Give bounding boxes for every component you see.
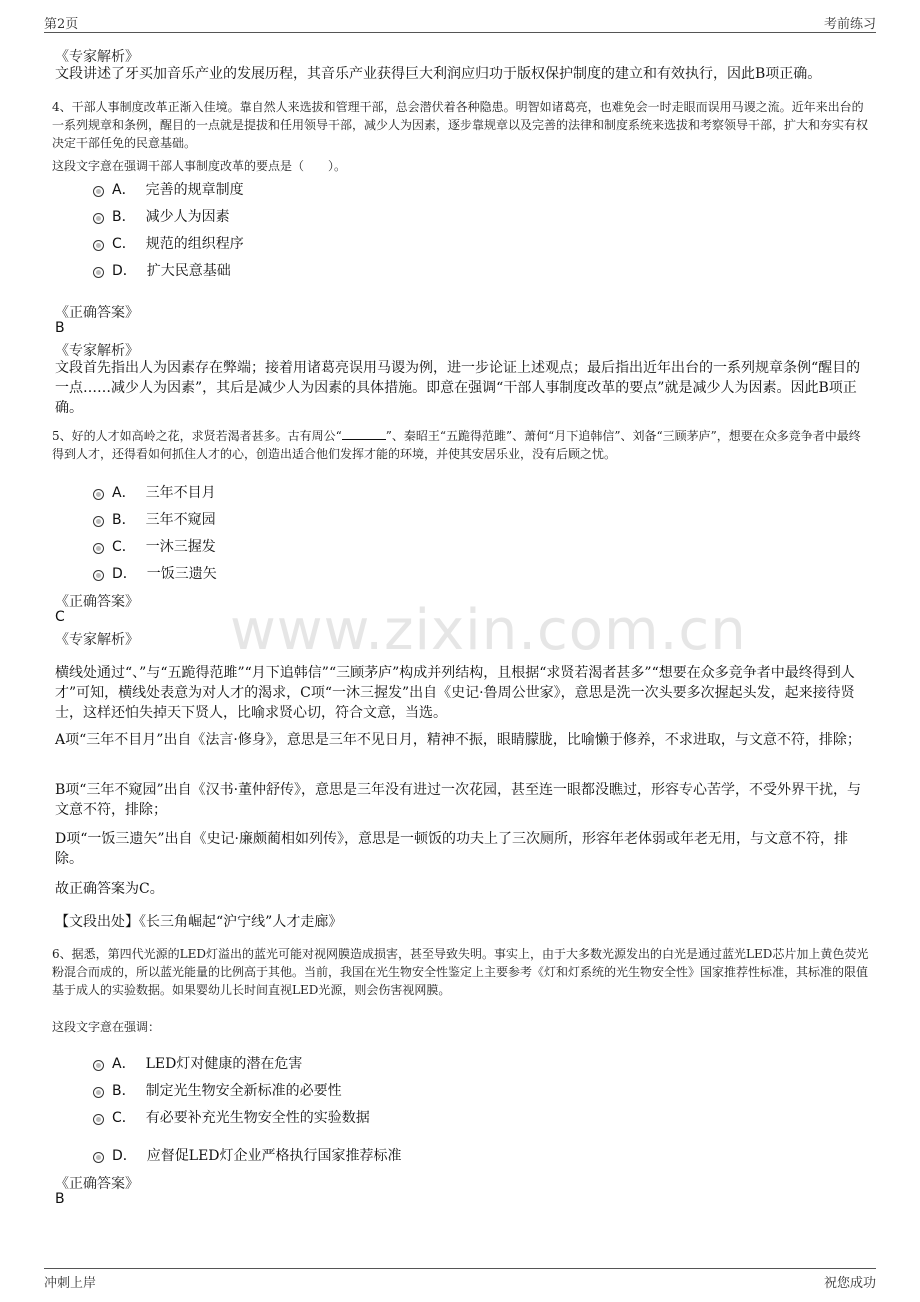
radio-icon[interactable] bbox=[93, 489, 104, 500]
q4-answer: B bbox=[55, 320, 65, 336]
watermark: www.zixin.com.cn bbox=[230, 598, 747, 663]
q5-analysis-a: A项“三年不目月”出自《法言·修身》，意思是三年不见日月，精神不振，眼睛朦胧，比喻懒于修养，不求进取，与文意不符，排除； bbox=[55, 732, 861, 748]
page-header bbox=[44, 10, 876, 33]
radio-icon[interactable] bbox=[93, 1060, 104, 1071]
q4-analysis: 文段首先指出人为因素存在弊端；接着用诸葛亮误用马谡为例，进一步论证上述观点；最后指出近年出台的一系列规章条例“醒目的一点……减少人为因素”，其后是减少人为因素的具体措施。即意在强调“干部人事制度改革的要点”就是减少人为因素。因此B项正确。 bbox=[55, 360, 861, 416]
q5-answer: C bbox=[55, 609, 65, 625]
q4-option-b[interactable]: B． 减少人为因素 bbox=[93, 206, 230, 226]
radio-icon[interactable] bbox=[93, 1087, 104, 1098]
page-footer bbox=[44, 1268, 876, 1294]
q5-text: 5、好的人才如高岭之花，求贤若渴者甚多。古有周公“ ”、秦昭王“五跪得范雎”、萧何“月下追韩信”、刘备“三顾茅庐”，想要在众多竞争者中最终得到人才，还得看如何抓住人才的心，创造出适合他们发挥才能的环境，并使其安居乐业，没有后顾之忧。 bbox=[52, 429, 861, 461]
header-title: 考前练习 bbox=[823, 17, 876, 32]
answer-label: 《正确答案》 bbox=[55, 305, 139, 321]
q6-option-a[interactable]: A． LED灯对健康的潜在危害 bbox=[93, 1053, 302, 1073]
q5-analysis-d: D项“一饭三遗矢”出自《史记·廉颇蔺相如列传》，意思是一顿饭的功夫上了三次厕所，形容年老体弱或年老无用，与文意不符，排除。 bbox=[55, 831, 848, 867]
answer-label: 《正确答案》 bbox=[55, 594, 139, 610]
q5-option-a[interactable]: A． 三年不目月 bbox=[93, 482, 216, 502]
footer-right: 祝您成功 bbox=[823, 1276, 876, 1291]
q5-source: 【文段出处】《长三角崛起“沪宁线”人才走廊》 bbox=[55, 914, 343, 930]
q4-option-c[interactable]: C． 规范的组织程序 bbox=[93, 233, 244, 253]
radio-icon[interactable] bbox=[93, 186, 104, 197]
q5-analysis-b: B项“三年不窥园”出自《汉书·董仲舒传》，意思是三年没有进过一次花园，甚至连一眼都没瞧过，形容专心苦学，不受外界干扰，与文意不符，排除； bbox=[55, 782, 862, 818]
analysis-label: 《专家解析》 bbox=[55, 632, 139, 648]
radio-icon[interactable] bbox=[93, 543, 104, 554]
radio-icon[interactable] bbox=[93, 1114, 104, 1125]
radio-icon[interactable] bbox=[93, 213, 104, 224]
q5-option-c[interactable]: C． 一沐三握发 bbox=[93, 536, 216, 556]
footer-left: 冲刺上岸 bbox=[44, 1276, 97, 1291]
q5-option-b[interactable]: B． 三年不窥园 bbox=[93, 509, 216, 529]
radio-icon[interactable] bbox=[93, 570, 104, 581]
q6-text: 6、据悉，第四代光源的LED灯溢出的蓝光可能对视网膜造成损害，甚至导致失明。事实上，由于大多数光源发出的白光是通过蓝光LED芯片加上黄色荧光粉混合而成的，所以蓝光能量的比例高于其他。当前，我国在光生物安全性鉴定上主要参考《灯和灯系统的光生物安全性》国家推荐性标准，其标准的限值基于成人的实验数据。如果婴幼儿长时间直视LED光源，则会伤害视网膜。 bbox=[52, 947, 869, 997]
radio-icon[interactable] bbox=[93, 267, 104, 278]
q4-option-d[interactable]: D． 扩大民意基础 bbox=[93, 260, 231, 280]
q5-option-d[interactable]: D． 一饭三遗矢 bbox=[93, 563, 217, 583]
answer-label: 《正确答案》 bbox=[55, 1176, 139, 1192]
analysis-label: 《专家解析》 bbox=[55, 343, 139, 359]
q6-stem: 这段文字意在强调： bbox=[52, 1020, 161, 1034]
radio-icon[interactable] bbox=[93, 1152, 104, 1163]
q5-analysis-main: 横线处通过“、”与“五跪得范雎”“月下追韩信”“三顾茅庐”构成并列结构，且根据“求贤若渴者甚多”“想要在众多竞争者中最终得到人才”可知，横线处表意为对人才的渴求，C项“一沐三握发”出自《史记·鲁周公世家》，意思是洗一次头要多次握起头发，起来接待贤士，这样还怕失掉天下贤人，比喻求贤心切，符合文意，当选。 bbox=[55, 665, 855, 721]
q6-option-d[interactable]: D． 应督促LED灯企业严格执行国家推荐标准 bbox=[93, 1145, 402, 1165]
fill-blank bbox=[342, 427, 386, 440]
q5-conclusion: 故正确答案为C。 bbox=[55, 881, 164, 897]
radio-icon[interactable] bbox=[93, 516, 104, 527]
radio-icon[interactable] bbox=[93, 240, 104, 251]
q6-option-b[interactable]: B． 制定光生物安全新标准的必要性 bbox=[93, 1080, 342, 1100]
prev-analysis: 文段讲述了牙买加音乐产业的发展历程，其音乐产业获得巨大利润应归功于版权保护制度的建立和有效执行，因此B项正确。 bbox=[55, 66, 822, 82]
q4-option-a[interactable]: A． 完善的规章制度 bbox=[93, 179, 244, 199]
q4-text: 4、干部人事制度改革正渐入佳境。靠自然人来选拔和管理干部，总会潜伏着各种隐患。明智如诸葛亮，也难免会一时走眼而误用马谡之流。近年来出台的一系列规章和条例，醒目的一点就是提拔和任用领导干部，减少人为因素，逐步靠规章以及完善的法律和制度系统来选拔和考察领导干部，扩大和夯实有权决定干部任免的民意基础。 bbox=[52, 100, 869, 150]
page-number: 第2页 bbox=[44, 17, 79, 32]
q6-option-c[interactable]: C． 有必要补充光生物安全性的实验数据 bbox=[93, 1107, 370, 1127]
analysis-label: 《专家解析》 bbox=[55, 49, 139, 65]
q6-answer: B bbox=[55, 1191, 65, 1207]
q4-stem: 这段文字意在强调干部人事制度改革的要点是（ ）。 bbox=[52, 159, 347, 173]
